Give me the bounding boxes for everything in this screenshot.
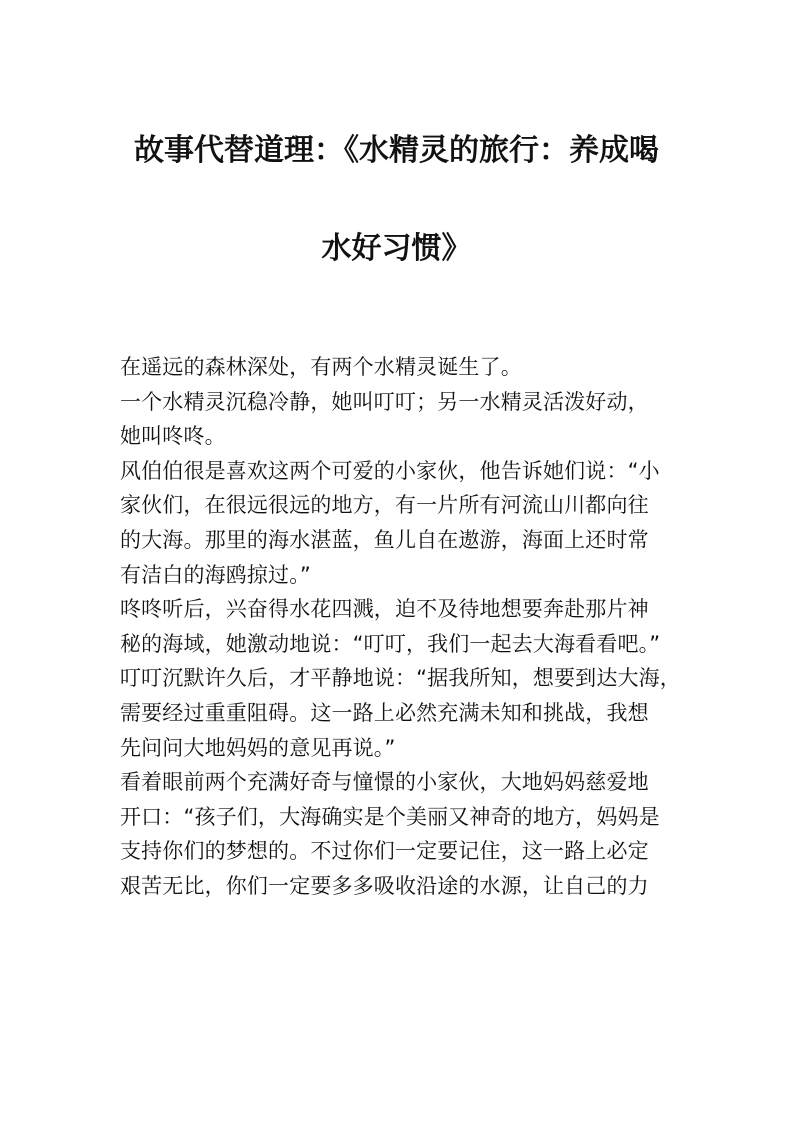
story-line: 一个水精灵沉稳冷静，她叫叮叮；另一水精灵活泼好动， (120, 389, 649, 414)
story-line: 叮叮沉默许久后，才平静地说：“据我所知，想要到达大海， (120, 666, 681, 691)
story-line: 家伙们，在很远很远的地方，有一片所有河流山川都向往 (120, 493, 649, 518)
story-line: 咚咚听后，兴奋得水花四溅，迫不及待地想要奔赴那片神 (120, 597, 649, 622)
story-line: 秘的海域，她激动地说：“叮叮，我们一起去大海看看吧。” (120, 631, 661, 656)
story-line: 开口：“孩子们，大海确实是个美丽又神奇的地方，妈妈是 (120, 804, 660, 829)
document-title-line-1: 故事代替道理：《水精灵的旅行：养成喝 (134, 133, 659, 168)
story-line: 艰苦无比，你们一定要多多吸收沿途的水源，让自己的力 (120, 873, 649, 898)
story-body (120, 350, 700, 904)
story-line: 有洁白的海鸥掠过。” (120, 562, 311, 587)
story-line: 风伯伯很是喜欢这两个可爱的小家伙，他告诉她们说：“小 (120, 458, 660, 483)
story-line: 她叫咚咚。 (120, 424, 226, 449)
story-line: 先问问大地妈妈的意见再说。” (120, 735, 396, 760)
story-line: 支持你们的梦想的。不过你们一定要记住，这一路上必定 (120, 839, 649, 864)
story-line: 在遥远的森林深处，有两个水精灵诞生了。 (120, 355, 522, 379)
document-title-line-2: 水好习惯》 (321, 231, 472, 266)
story-line: 的大海。那里的海水湛蓝，鱼儿自在遨游，海面上还时常 (120, 527, 649, 552)
story-line: 看着眼前两个充满好奇与憧憬的小家伙，大地妈妈慈爱地 (120, 770, 649, 795)
story-line: 需要经过重重阻碍。这一路上必然充满未知和挑战，我想 (120, 700, 649, 725)
